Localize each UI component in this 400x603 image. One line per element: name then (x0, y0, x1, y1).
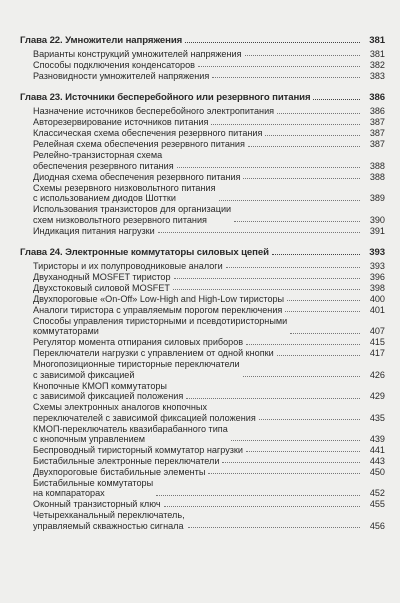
dot-leader (158, 232, 360, 233)
dot-leader (290, 333, 360, 334)
entry-title (33, 49, 242, 59)
toc-entry (20, 150, 385, 171)
dot-leader (287, 300, 360, 301)
toc-entry (20, 445, 385, 455)
entry-title (33, 294, 284, 304)
page-number: 415 (369, 337, 385, 348)
page-number: 452 (369, 488, 385, 499)
entry-line: с кнопочным управлением (33, 434, 145, 445)
entry-line: Индикация питания нагрузки (33, 225, 155, 236)
page-number: 441 (369, 445, 385, 456)
entry-line: Четырехканальный переключатель, (33, 510, 185, 521)
toc-entry (20, 71, 385, 81)
toc-entry (20, 272, 385, 282)
entry-line: Бистабильные электронные переключатели (33, 456, 220, 467)
page-number: 388 (369, 160, 385, 171)
entry-title (33, 204, 231, 225)
entry-line: Варианты конструкций умножителей напряжения (33, 49, 242, 59)
entry-title (33, 499, 161, 509)
dot-leader (174, 278, 360, 279)
entry-line: Двуханодный MOSFET тиристор (33, 272, 171, 283)
entry-title (33, 456, 219, 466)
entry-line: Тиристоры и их полупроводниковые аналоги (33, 261, 223, 272)
chapter-heading (20, 90, 385, 103)
dot-leader (246, 344, 360, 345)
entry-line: КМОП-переключатель квазибарабанного типа (33, 423, 228, 434)
page-number: 387 (369, 117, 385, 128)
entry-title (33, 139, 245, 149)
chapter-title: Глава 22. Умножители напряжения (20, 35, 183, 46)
toc-entry (20, 226, 385, 236)
dot-leader (212, 77, 360, 78)
toc-entry (20, 478, 385, 499)
page-number: 435 (369, 412, 385, 423)
page-number: 387 (369, 128, 385, 139)
dot-leader (222, 462, 360, 463)
dot-leader (177, 167, 360, 168)
dot-leader (226, 267, 360, 268)
entry-line: Схемы резервного низковольтного питания (33, 182, 216, 193)
toc-entry (20, 117, 385, 127)
page-number: 417 (369, 348, 385, 359)
dot-leader (265, 135, 360, 136)
page-number: 386 (369, 106, 385, 117)
chapter-title: Глава 23. Источники бесперебойного или резервного питания (20, 92, 311, 104)
entry-title (33, 183, 216, 204)
entry-title (33, 272, 171, 282)
table-of-contents (20, 33, 385, 532)
toc-entry (20, 510, 385, 531)
entry-line: Назначение источников бесперебойного электропитания (33, 106, 275, 117)
page-number: 426 (369, 369, 385, 380)
dot-leader (186, 398, 360, 399)
page-number: 381 (369, 49, 385, 59)
toc-entry (20, 305, 385, 315)
entry-line: Релейная схема обеспечения резервного питания (33, 139, 245, 150)
entry-title (33, 117, 208, 127)
dot-leader (285, 311, 360, 312)
page-number: 393 (369, 247, 385, 259)
entry-line: Способы управления тиристорными и псевдотиристорными (33, 316, 288, 327)
dot-leader (277, 113, 360, 114)
toc-entry (20, 128, 385, 138)
entry-title (33, 261, 223, 271)
chapter-heading (20, 33, 385, 46)
dot-leader (246, 451, 360, 452)
entry-line: Классическая схема обеспечения резервного питания (33, 128, 263, 139)
entry-line: на компараторах (33, 488, 105, 499)
entry-line: Использования транзисторов для организации (33, 204, 232, 215)
page-number: 450 (369, 467, 385, 478)
entry-line: Многопозиционные тиристорные переключатели (33, 359, 240, 370)
entry-line: с зависимой фиксацией (33, 369, 135, 380)
dot-leader (188, 527, 360, 528)
entry-line: Релейно-транзисторная схема (33, 150, 163, 161)
dot-leader (259, 419, 360, 420)
dot-leader (164, 506, 360, 507)
entry-title (33, 283, 170, 293)
entry-line: Схемы электронных аналогов кнопочных (33, 402, 208, 413)
page-number: 455 (369, 499, 385, 510)
page-number: 389 (369, 193, 385, 204)
page-number: 443 (369, 456, 385, 467)
entry-line: Регулятор момента отпирания силовых приборов (33, 337, 244, 348)
entry-title (33, 150, 174, 171)
entry-line: Разновидности умножителей напряжения (33, 71, 210, 81)
toc-entry (20, 467, 385, 477)
toc-entry (20, 204, 385, 225)
entry-title (33, 467, 205, 477)
page-number: 407 (369, 326, 385, 337)
toc-entry (20, 348, 385, 358)
toc-entry (20, 381, 385, 402)
entry-title (33, 106, 274, 116)
entry-title (33, 60, 195, 70)
entry-title (33, 348, 274, 358)
entry-line: управляемый скважностью сигнала (33, 520, 184, 531)
dot-leader (173, 289, 360, 290)
page-number: 386 (369, 92, 385, 104)
entry-line: коммутаторами (33, 326, 99, 337)
entry-title (33, 337, 243, 347)
entry-line: Оконный транзисторный ключ (33, 499, 161, 510)
dot-leader (243, 376, 360, 377)
dot-leader (234, 221, 360, 222)
dot-leader (272, 254, 360, 255)
entry-title (33, 128, 262, 138)
entry-title (33, 402, 256, 423)
page-number: 400 (369, 294, 385, 305)
entry-line: Аналоги тиристора с управляемым порогом переключения (33, 305, 283, 316)
toc-entry (20, 499, 385, 509)
entry-line: Двухпороговые бистабильные элементы (33, 467, 206, 478)
dot-leader (231, 440, 360, 441)
entry-title (33, 172, 240, 182)
toc-entry (20, 106, 385, 116)
toc-entry (20, 402, 385, 423)
entry-line: Переключатели нагрузки с управлением от одной кнопки (33, 348, 274, 359)
dot-leader (277, 355, 360, 356)
dot-leader (243, 178, 360, 179)
dot-leader (245, 55, 361, 56)
entry-line: схем низковольтного резервного питания (33, 214, 207, 225)
entry-title (33, 381, 183, 402)
page-number: 381 (369, 35, 385, 46)
toc-entry (20, 139, 385, 149)
page-number: 382 (369, 60, 385, 70)
page-number: 388 (369, 171, 385, 182)
dot-leader (211, 124, 360, 125)
entry-line: Беспроводный тиристорный коммутатор нагрузки (33, 445, 243, 456)
page-number: 401 (369, 305, 385, 316)
toc-entry (20, 316, 385, 337)
entry-title (33, 71, 209, 81)
entry-line: Двухстоковый силовой MOSFET (33, 283, 170, 294)
entry-title (33, 445, 243, 455)
page-number: 391 (369, 225, 385, 236)
entry-title (33, 424, 228, 445)
toc-entry (20, 183, 385, 204)
entry-line: с использованием диодов Шоттки (33, 193, 176, 204)
entry-line: Двухпороговые «On-Off» Low-High and High-Low тиристоры (33, 294, 285, 305)
dot-leader (313, 99, 360, 100)
page-number: 429 (369, 391, 385, 402)
entry-title (33, 226, 155, 236)
toc-entry (20, 337, 385, 347)
entry-line: Бистабильные коммутаторы (33, 478, 154, 489)
entry-line: Способы подключения конденсаторов (33, 60, 195, 70)
entry-line: переключателей с зависимой фиксацией положения (33, 412, 256, 423)
page-number: 390 (369, 214, 385, 225)
dot-leader (248, 146, 360, 147)
page-number: 383 (369, 71, 385, 81)
toc-entry (20, 49, 385, 59)
toc-entry (20, 359, 385, 380)
page-number: 398 (369, 283, 385, 294)
entry-line: Кнопочные КМОП коммутаторы (33, 380, 167, 391)
toc-entry (20, 261, 385, 271)
dot-leader (198, 66, 360, 67)
toc-entry (20, 294, 385, 304)
entry-line: обеспечения резервного питания (33, 160, 174, 171)
page-number: 396 (369, 272, 385, 283)
entry-line: Диодная схема обеспечения резервного питания (33, 171, 241, 182)
entry-line: с зависимой фиксацией положения (33, 391, 184, 402)
dot-leader (219, 200, 360, 201)
entry-title (33, 359, 240, 380)
entry-line: Авторезервирование источников питания (33, 117, 209, 128)
chapter-title: Глава 24. Электронные коммутаторы силовых цепей (20, 247, 269, 259)
dot-leader (185, 42, 360, 43)
toc-entry (20, 60, 385, 70)
entry-title (33, 510, 185, 531)
chapter-heading (20, 245, 385, 258)
toc-entry (20, 424, 385, 445)
dot-leader (156, 495, 360, 496)
page-number: 439 (369, 434, 385, 445)
entry-title (33, 316, 287, 337)
toc-entry (20, 283, 385, 293)
dot-leader (208, 473, 360, 474)
entry-title (33, 478, 153, 499)
page-number: 387 (369, 139, 385, 150)
page-number: 456 (369, 520, 385, 531)
page-number: 393 (369, 261, 385, 272)
toc-entry (20, 172, 385, 182)
toc-entry (20, 456, 385, 466)
entry-title (33, 305, 282, 315)
